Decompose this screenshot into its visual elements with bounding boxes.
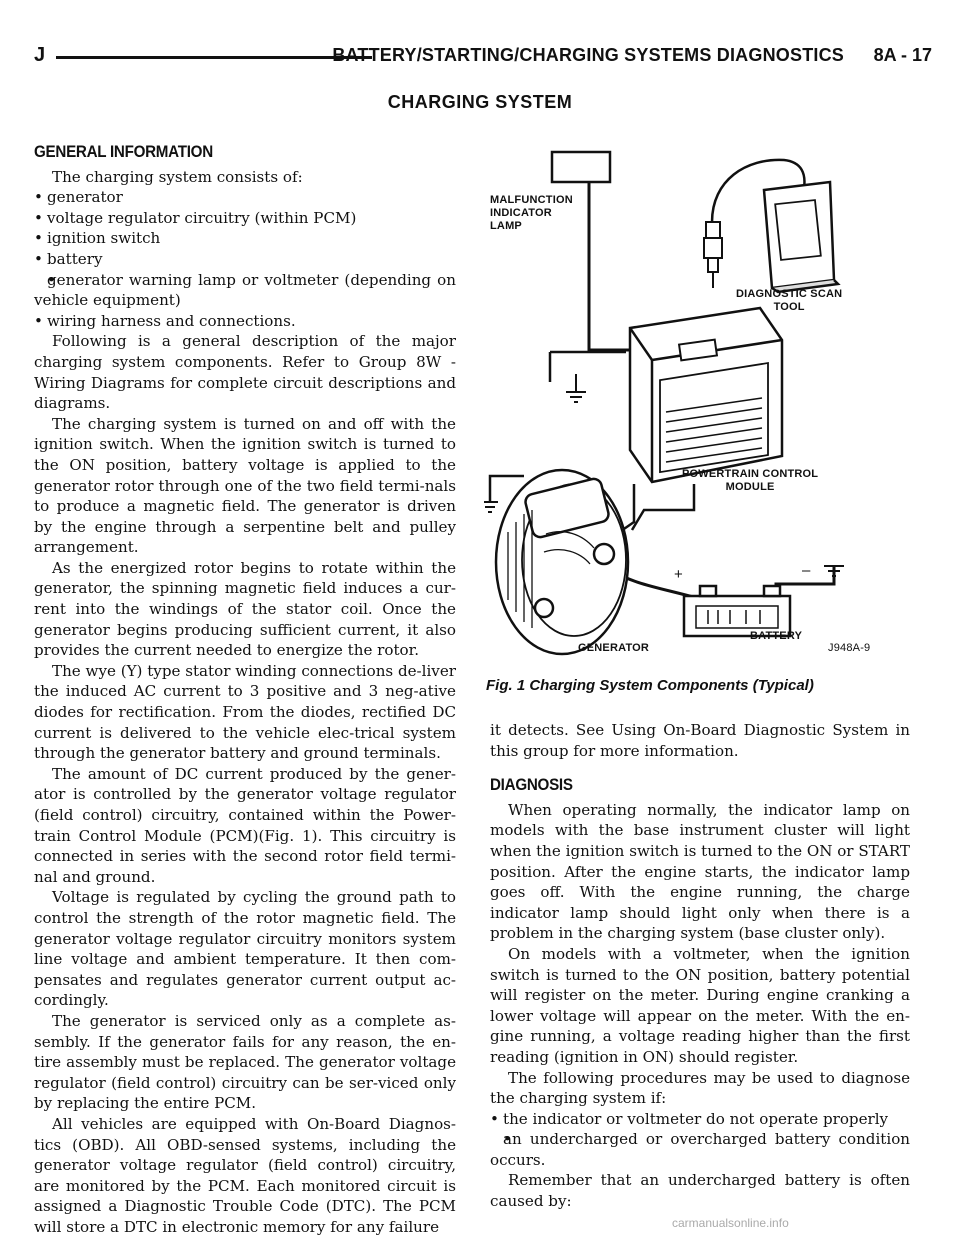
continuation-paragraph: it detects. See Using On-Board Diagnostic System in this group for more information.: [490, 721, 910, 760]
pcm-label: POWERTRAIN CONTROL MODULE: [682, 468, 819, 493]
paragraph: The wye (Y) type stator winding connections de-liver the induced AC current to 3 positive and 3 neg-ative diodes for rectification. From the diodes, rectified DC current is delivered to the vehicle elec-trical system through the generator battery and ground terminals.: [34, 661, 456, 763]
running-header: [32, 42, 934, 72]
header-rule: [56, 56, 372, 59]
paragraph: The amount of DC current produced by the gener-ator is controlled by the generator voltage regulator (field control) circuitry, contained within the Power-train Control Module (PCM)(Fig. 1). This circuitry is connected in series with the second rotor field termi-nal and ground.: [34, 764, 456, 886]
minus-label: –: [802, 562, 811, 579]
list-item: • battery: [34, 249, 456, 270]
section-title: CHARGING SYSTEM: [387, 92, 573, 112]
mil-label: MALFUNCTION INDICATOR LAMP: [490, 194, 573, 232]
diagnosis-heading: DIAGNOSIS: [490, 776, 573, 795]
condition-list: [490, 1109, 910, 1171]
list-item: • voltage regulator circuitry (within PCM): [34, 208, 456, 229]
paragraph: The following procedures may be used to diagnose the charging system if:: [490, 1068, 910, 1108]
plus-label: +: [674, 566, 683, 583]
paragraph: Remember that an undercharged battery is often caused by:: [490, 1171, 910, 1211]
scan-tool-label: DIAGNOSTIC SCAN TOOL: [736, 288, 843, 313]
section-letter: J: [34, 44, 46, 66]
general-information-heading: GENERAL INFORMATION: [34, 143, 213, 161]
paragraph: When operating normally, the indicator lamp on models with the base instrument cluster will light when the ignition switch is turned to the ON or START position. After the engine starts, the indicator lamp goes off. With the engine running, the charge indicator lamp should light only when there is a problem in the charging system (base cluster only).: [490, 800, 910, 943]
figure-caption: Fig. 1 Charging System Components (Typical): [486, 677, 814, 694]
watermark-footer: carmanualsonline.info: [672, 1216, 789, 1230]
list-item: • wiring harness and connections.: [34, 311, 456, 332]
list-item: • an undercharged or overcharged battery condition occurs.: [490, 1129, 910, 1170]
list-item: • generator warning lamp or voltmeter (depending on vehicle equipment): [34, 270, 456, 311]
paragraph: All vehicles are equipped with On-Board Diagnos-tics (OBD). All OBD-sensed systems, including the generator voltage regulator (field control) circuitry, are monitored by the PCM. Each monitored circuit is assigned a Diagnostic Trouble Code (DTC). The PCM will store a DTC in electronic memory for any failure: [34, 1114, 456, 1236]
list-item: • ignition switch: [34, 228, 456, 249]
battery-label: BATTERY: [750, 630, 803, 642]
paragraph: The generator is serviced only as a complete as-sembly. If the generator fails for any reason, the en-tire assembly must be replaced. The generator voltage regulator (field control) circuitry can be ser-viced only by replacing the entire PCM.: [34, 1011, 456, 1113]
charging-system-figure: [484, 150, 914, 670]
generator-label: GENERATOR: [578, 642, 650, 654]
header-title: BATTERY/STARTING/CHARGING SYSTEMS DIAGNOSTICS: [332, 45, 844, 65]
right-column: [490, 720, 910, 1212]
paragraph: The charging system is turned on and off with the ignition switch. When the ignition switch is turned to the ON position, battery voltage is applied to the generator rotor through one of the two field termi-nals to produce a magnetic field. The generator is driven by the engine through a serpentine belt and pulley arrangement.: [34, 414, 456, 557]
paragraph: As the energized rotor begins to rotate within the generator, the spinning magnetic field induces a cur-rent into the windings of the stator coil. Once the generator begins producing sufficient current, it also provides the current needed to energize the rotor.: [34, 558, 456, 660]
components-intro: The charging system consists of:: [52, 167, 303, 186]
list-item: • the indicator or voltmeter do not operate properly: [490, 1109, 910, 1130]
paragraph: Following is a general description of the major charging system components. Refer to Group 8W - Wiring Diagrams for complete circuit descriptions and diagrams.: [34, 332, 456, 413]
list-item: • generator: [34, 187, 456, 208]
left-column: [34, 142, 456, 1237]
paragraph: On models with a voltmeter, when the ignition switch is turned to the ON position, battery potential will register on the meter. During engine cranking a lower voltage will appear on the meter. With the en-gine running, a voltage reading higher than the first reading (ignition in ON) should register.: [490, 944, 910, 1066]
component-list: [34, 187, 456, 331]
paragraph: Voltage is regulated by cycling the ground path to control the strength of the rotor magnetic field. The generator voltage regulator circuitry monitors system line voltage and ambient temperature. It then com-pensates and regulates generator current output ac-cordingly.: [34, 888, 456, 1010]
figure-code: J948A-9: [828, 642, 871, 654]
page-number: 8A - 17: [873, 45, 932, 65]
